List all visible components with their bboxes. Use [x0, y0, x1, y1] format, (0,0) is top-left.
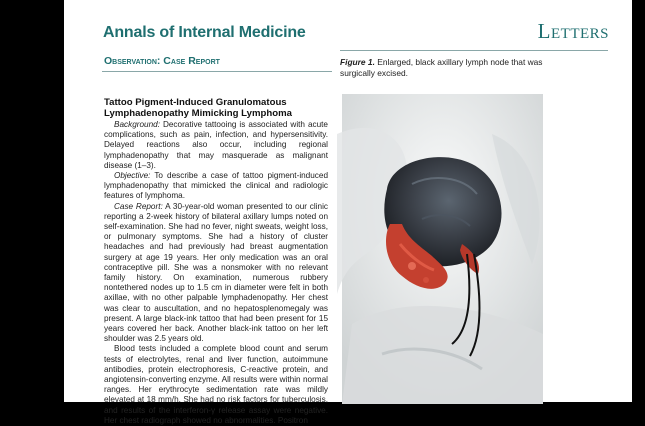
background-text: Decorative tattooing is associated with acute complications, such as pain, infection, and hypersensitivity. Delayed reactions also occur, including regional lymphadenopathy that may masquerade as malignant disease (1–3).: [104, 120, 328, 170]
observation-heading: Observation: Case Report: [104, 55, 220, 67]
divider: [102, 71, 332, 72]
figure-caption: [340, 57, 562, 78]
background-label: Background:: [114, 120, 160, 129]
lymph-node-illustration: [342, 94, 543, 404]
case-label: Case Report:: [114, 201, 163, 211]
figure-caption-text: Enlarged, black axillary lymph node that was surgically excised.: [340, 57, 543, 78]
article-body: [104, 97, 328, 426]
case-text: A 30-year-old woman presented to our clinic reporting a 2-week history of bilateral axillary lumps noted on self-examination. She had no fever, night sweats, weight loss, or pulmonary symptoms. She had a history of cluster headaches and had previously had breast augmentation surgery at age 19 years. Her only medication was an oral contraceptive pill. She was a nonsmoker with no relevant family history. On examination, numerous rubbery nontethered nodes up to 1.5 cm in diameter were felt in both axillae, with no other palpable lymphadenopathy. Her chest was clear to auscultation, and no hepatosplenomegaly was present. A large black-ink tattoo that had been present for 15 years covered her back. Another black-ink tattoo on her left shoulder was 2.5 years old.: [104, 201, 328, 344]
figure-label: Figure 1.: [340, 57, 375, 67]
article-title: Tattoo Pigment-Induced Granulomatous Lymphadenopathy Mimicking Lymphoma: [104, 97, 292, 119]
journal-title: Annals of Internal Medicine: [103, 24, 306, 41]
objective-paragraph: [104, 171, 328, 202]
divider: [340, 50, 608, 51]
case-paragraph: [104, 202, 328, 345]
document-page: [64, 0, 632, 425]
objective-label: Objective:: [114, 171, 151, 181]
objective-text: To describe a case of tattoo pigment-induced lymphadenopathy that mimicked the clinical and radiologic features of lymphoma.: [104, 171, 328, 201]
lymph-node-photo: [342, 94, 543, 404]
section-title: Letters: [537, 19, 609, 43]
blood-tests-paragraph: Blood tests included a complete blood count and serum tests of electrolytes, renal and liver function, autoimmune antibodies, protein electrophoresis, C-reactive protein, and angiotensin-converting enzyme. All results were within normal ranges. Her erythrocyte sedimentation rate was mildly elevated at 18 mm/h. She had no risk factors for tuberculosis, and results of the interferon-γ release assay were negative. Her chest radiograph showed no abnormalities. Positron: [104, 344, 328, 425]
background-paragraph: [104, 120, 328, 171]
